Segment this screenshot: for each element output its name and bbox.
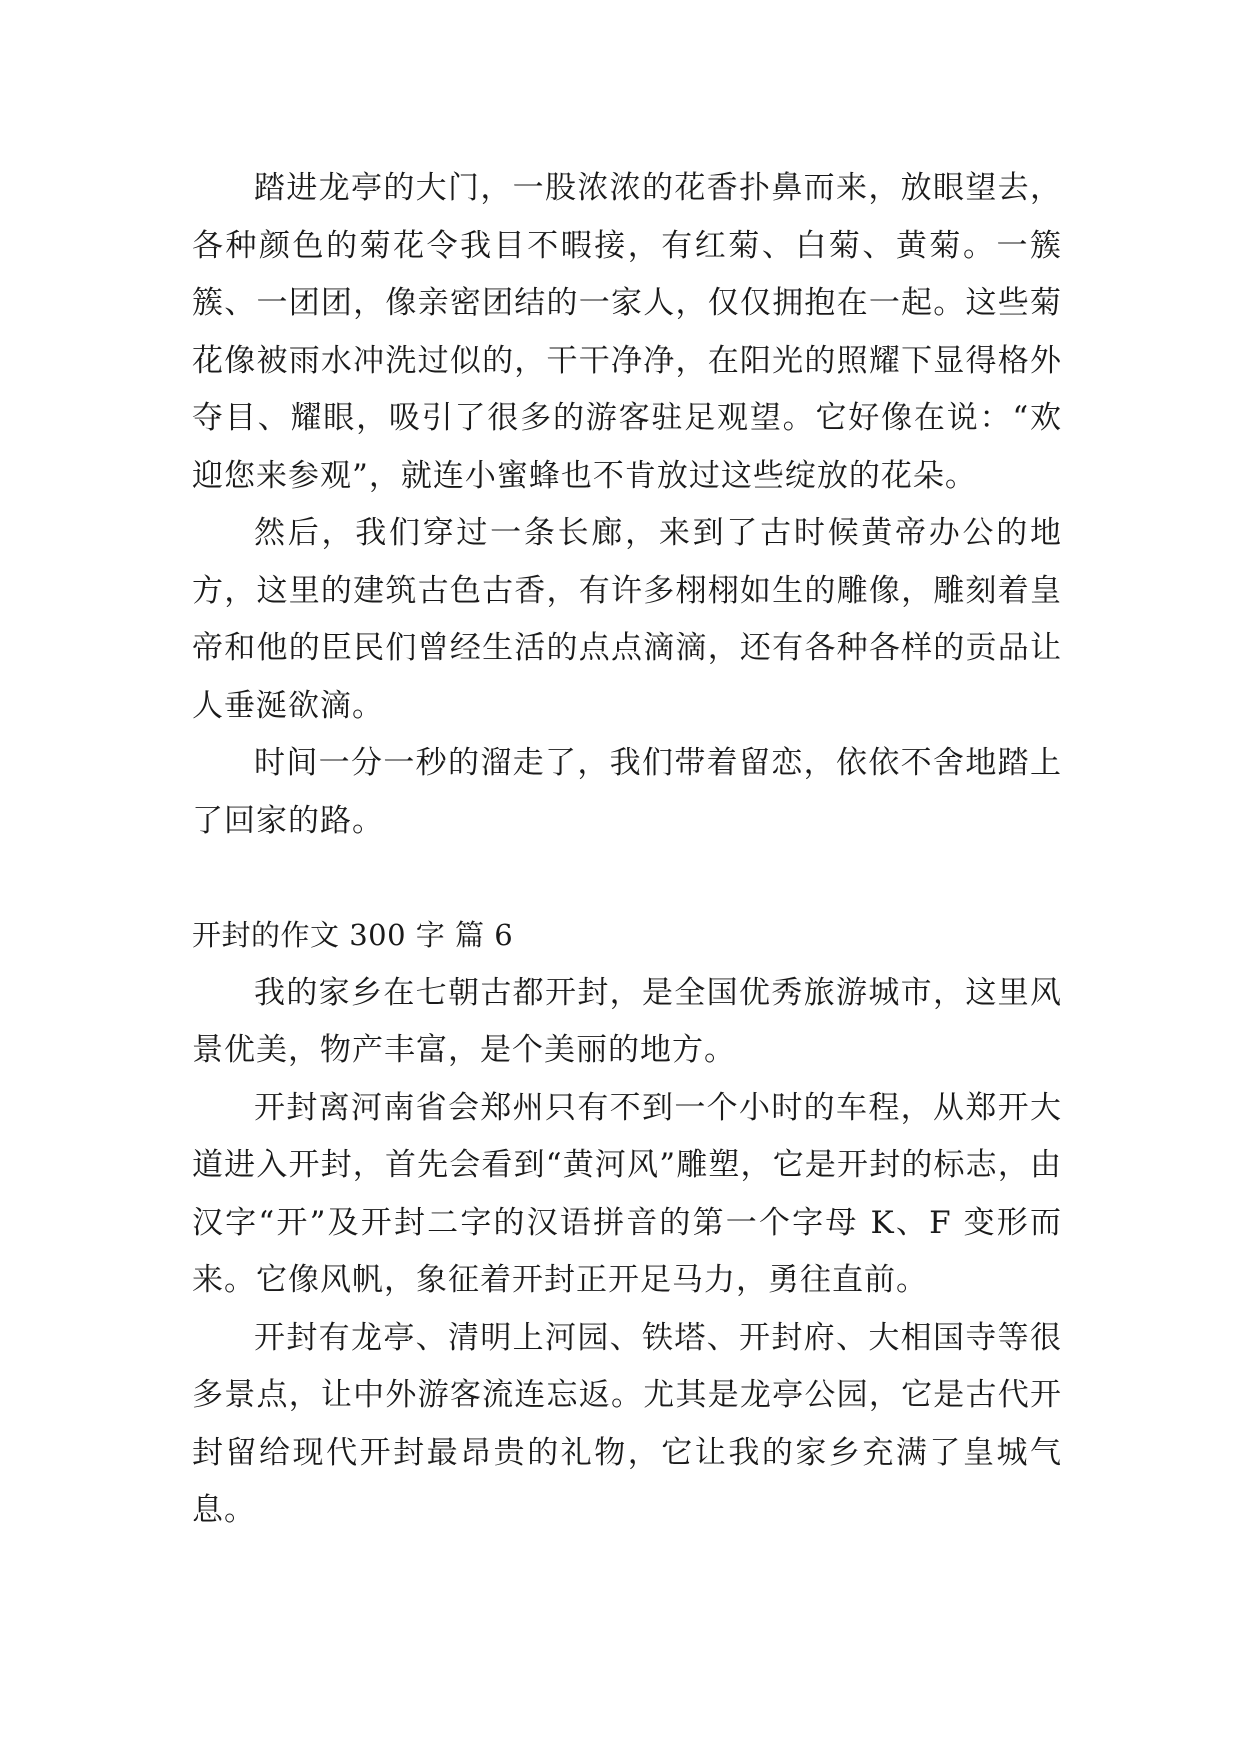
- essay-heading: 开封的作文 300 字 篇 6: [192, 918, 514, 952]
- paragraph-yellow-river-wind: 开封离河南省会郑州只有不到一个小时的车程，从郑开大道进入开封，首先会看到“黄河风”雕塑，它是开封的标志，由汉字“开”及开封二字的汉语拼音的第一个字母 K、F 变形而来。它像风帆，象征着开封正开足马力，勇往直前。: [192, 1089, 1062, 1298]
- document-body: [192, 160, 1062, 1540]
- paragraph-way-home: 时间一分一秒的溜走了，我们带着留恋，依依不舍地踏上了回家的路。: [192, 745, 1062, 839]
- paragraph-hometown: 我的家乡在七朝古都开封，是全国优秀旅游城市，这里风景优美，物产丰富，是个美丽的地方。: [192, 974, 1062, 1068]
- paragraph-long-corridor: 然后，我们穿过一条长廊，来到了古时候黄帝办公的地方，这里的建筑古色古香，有许多栩栩如生的雕像，雕刻着皇帝和他的臣民们曾经生活的点点滴滴，还有各种各样的贡品让人垂涎欲滴。: [192, 515, 1062, 724]
- paragraph-longting-gate: 踏进龙亭的大门，一股浓浓的花香扑鼻而来，放眼望去，各种颜色的菊花令我目不暇接，有红菊、白菊、黄菊。一簇簇、一团团，像亲密团结的一家人，仅仅拥抱在一起。这些菊花像被雨水冲洗过似的，干干净净，在阳光的照耀下显得格外夺目、耀眼，吸引了很多的游客驻足观望。它好像在说：“欢迎您来参观”，就连小蜜蜂也不肯放过这些绽放的花朵。: [192, 170, 1062, 494]
- paragraph-scenic-spots: 开封有龙亭、清明上河园、铁塔、开封府、大相国寺等很多景点，让中外游客流连忘返。尤其是龙亭公园，它是古代开封留给现代开封最昂贵的礼物，它让我的家乡充满了皇城气息。: [192, 1319, 1062, 1528]
